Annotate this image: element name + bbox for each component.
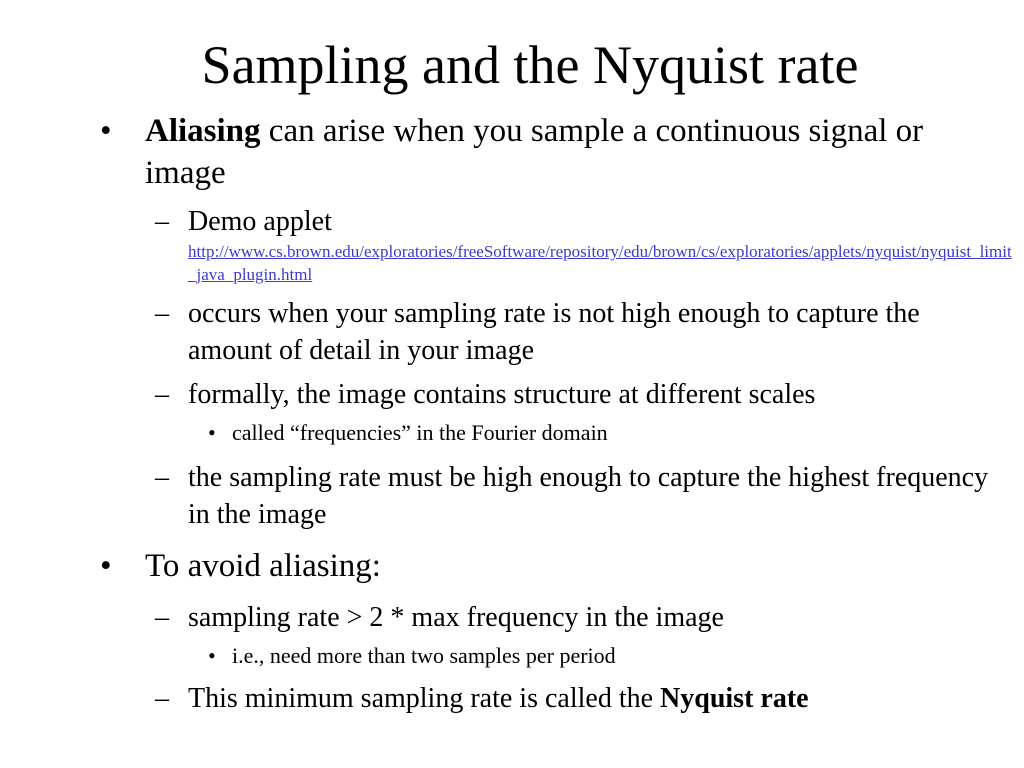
subsubitem-frequencies xyxy=(208,419,1000,447)
dash-marker: – xyxy=(155,206,169,237)
subitem-sampling-rate xyxy=(155,459,1000,533)
frequencies-text: called “frequencies” in the Fourier domain xyxy=(232,420,608,445)
avoid-aliasing-text: To avoid aliasing: xyxy=(145,548,381,584)
dash-marker: – xyxy=(155,298,169,329)
slide-body xyxy=(100,110,1012,717)
bullet-avoid-aliasing xyxy=(100,545,1000,587)
occurs-text: occurs when your sampling rate is not high enough to capture the amount of detail in your image xyxy=(188,298,920,366)
bullet-marker: • xyxy=(100,113,112,149)
bullet-marker: • xyxy=(100,548,112,584)
subitem-demo-applet xyxy=(155,203,1012,286)
slide-title: Sampling and the Nyquist rate xyxy=(201,35,859,95)
demo-applet-link[interactable]: http://www.cs.brown.edu/exploratories/freeSoftware/repository/edu/brown/cs/exploratories/applets/nyquist/nyquist_limit_java_plugin.html xyxy=(188,242,1012,284)
dash-marker: – xyxy=(155,462,169,493)
formally-text: formally, the image contains structure at different scales xyxy=(188,379,816,410)
dash-marker: – xyxy=(155,602,169,633)
demo-applet-text: Demo applet xyxy=(188,206,332,237)
subsubitem-two-samples xyxy=(208,642,1000,670)
aliasing-term: Aliasing xyxy=(145,113,261,149)
aliasing-text: can arise when you sample a continuous signal or image xyxy=(145,113,924,191)
dash-marker: – xyxy=(155,683,169,714)
sub-bullet-marker: • xyxy=(208,420,216,445)
subitem-occurs xyxy=(155,295,1000,369)
subitem-formally xyxy=(155,376,1000,413)
sub-bullet-marker: • xyxy=(208,643,216,668)
nyquist-term: Nyquist rate xyxy=(660,683,809,714)
bullet-aliasing xyxy=(100,110,1000,194)
subitem-sampling-gt-2x xyxy=(155,599,1000,636)
sampling-rate-text: the sampling rate must be high enough to capture the highest frequency in the image xyxy=(188,462,989,530)
nyquist-text: This minimum sampling rate is called the xyxy=(188,683,661,714)
two-samples-text: i.e., need more than two samples per period xyxy=(232,643,616,668)
subitem-nyquist-rate xyxy=(155,680,1000,717)
sampling-gt-2x-text: sampling rate > 2 * max frequency in the image xyxy=(188,602,724,633)
dash-marker: – xyxy=(155,379,169,410)
